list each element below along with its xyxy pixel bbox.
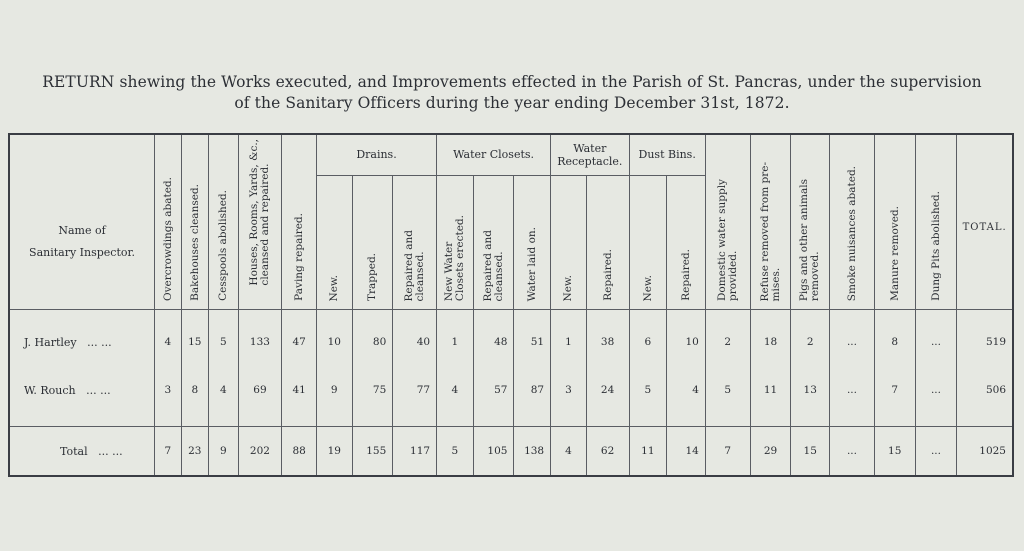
header-houses (238, 134, 282, 310)
header-dust-bins: Dust Bins. (629, 134, 705, 175)
header-dung (915, 134, 957, 310)
cell: 18 (750, 318, 791, 366)
row-name (9, 318, 155, 366)
header-db-new-text: New. (641, 274, 654, 301)
header-pigs-line-2: removed. (809, 251, 822, 301)
header-cesspools-text: Cesspools abolished. (217, 190, 230, 301)
cell: 51 (514, 318, 551, 366)
cell: 4 (667, 366, 706, 414)
header-houses-line-2: cleansed and repaired. (258, 163, 271, 286)
cell: 75 (352, 366, 393, 414)
header-pigs (791, 134, 830, 310)
cell: 506 (957, 366, 1013, 414)
header-drains: Drains. (316, 134, 436, 175)
cell: ... (915, 318, 957, 366)
cell: ... (830, 427, 875, 476)
cell: 7 (874, 366, 915, 414)
header-water-receptacle-line-1: Water (573, 141, 607, 155)
header-refuse-line-1: Refuse removed from pre- (758, 161, 771, 301)
header-total: TOTAL. (957, 134, 1013, 310)
header-name-line-1: Name of (58, 224, 106, 237)
cell: 77 (393, 366, 437, 414)
cell: 9 (316, 366, 352, 414)
header-manure-text: Manure removed. (888, 206, 901, 301)
cell: ... (830, 366, 875, 414)
cell: 19 (316, 427, 352, 476)
cell: 5 (705, 366, 750, 414)
header-wc-new-line-1: New Water (442, 241, 455, 301)
cell: 40 (393, 318, 437, 366)
header-domestic-line-1: Domestic water supply (715, 178, 728, 301)
header-water-closets: Water Closets. (437, 134, 551, 175)
cell: ... (830, 318, 875, 366)
cell: 4 (437, 366, 474, 414)
cell: 38 (586, 318, 629, 366)
cell: 69 (238, 366, 282, 414)
cell: 155 (352, 427, 393, 476)
header-water-receptacle (551, 134, 629, 175)
row-dots: ... ... (98, 444, 123, 458)
cell: 117 (393, 427, 437, 476)
cell: 2 (791, 318, 830, 366)
cell: 87 (514, 366, 551, 414)
header-water-receptacle-line-2: Receptacle. (557, 154, 623, 168)
header-db-repaired (667, 175, 706, 309)
header-drains-repaired-line-2: cleansed. (413, 250, 426, 301)
return-table (8, 133, 1014, 477)
cell: 8 (181, 366, 208, 414)
header-name (9, 134, 155, 310)
header-wc-new-line-2: Closets erected. (453, 214, 466, 301)
header-wc-repaired-line-1: Repaired and (481, 229, 494, 301)
cell: 14 (667, 427, 706, 476)
cell: 57 (473, 366, 514, 414)
header-wr-repaired-text: Repaired. (601, 249, 614, 301)
cell: 519 (957, 318, 1013, 366)
header-bakehouses (181, 134, 208, 310)
cell: 4 (551, 427, 587, 476)
header-smoke (830, 134, 875, 310)
cell: 5 (209, 318, 239, 366)
cell: 5 (629, 366, 667, 414)
header-domestic-line-2: provided. (726, 250, 739, 301)
table-row-total (9, 427, 1013, 476)
cell: 15 (791, 427, 830, 476)
row-name (9, 366, 155, 414)
header-manure (874, 134, 915, 310)
header-overcrowdings (155, 134, 181, 310)
header-wc-new (437, 175, 474, 309)
header-overcrowdings-text: Overcrowdings abated. (161, 176, 174, 301)
cell: 11 (750, 366, 791, 414)
cell: 202 (238, 427, 282, 476)
header-paving-text: Paving repaired. (293, 213, 306, 301)
header-refuse-line-2: mises. (769, 267, 782, 301)
table-row (9, 318, 1013, 366)
cell: 15 (181, 318, 208, 366)
cell: 9 (209, 427, 239, 476)
row-name-text: W. Rouch (24, 383, 76, 397)
header-drains-trapped-text: Trapped. (366, 253, 379, 301)
cell: 29 (750, 427, 791, 476)
title-line-1: RETURN shewing the Works executed, and Improvements effected in the Parish of St. Pancras, under the supervision (42, 73, 982, 91)
header-drains-repaired-line-1: Repaired and (402, 229, 415, 301)
cell: 47 (282, 318, 317, 366)
header-wc-water-text: Water laid on. (526, 226, 539, 301)
header-refuse (750, 134, 791, 310)
header-wc-repaired-line-2: cleansed. (492, 250, 505, 301)
row-name (9, 427, 155, 476)
header-wc-water (514, 175, 551, 309)
header-db-repaired-text: Repaired. (680, 249, 693, 301)
cell: 41 (282, 366, 317, 414)
header-dung-text: Dung Pits abolished. (929, 191, 942, 301)
cell: 15 (874, 427, 915, 476)
cell: 13 (791, 366, 830, 414)
cell: 105 (473, 427, 514, 476)
cell: 80 (352, 318, 393, 366)
cell: 1 (437, 318, 474, 366)
header-drains-trapped (352, 175, 393, 309)
cell: 6 (629, 318, 667, 366)
document-title (0, 72, 1024, 114)
header-wc-repaired (473, 175, 514, 309)
header-pigs-line-1: Pigs and other animals (798, 178, 811, 301)
cell: 10 (667, 318, 706, 366)
row-name-text: Total (60, 444, 88, 458)
cell: 3 (551, 366, 587, 414)
row-dots: ... ... (86, 383, 111, 397)
title-line-2: of the Sanitary Officers during the year ending December 31st, 1872. (234, 94, 790, 112)
cell: 88 (282, 427, 317, 476)
cell: ... (915, 366, 957, 414)
row-name-text: J. Hartley (24, 335, 77, 349)
cell: 5 (437, 427, 474, 476)
cell: 4 (155, 318, 181, 366)
header-paving (282, 134, 317, 310)
header-drains-new-text: New. (328, 274, 341, 301)
row-dots: ... ... (87, 335, 112, 349)
cell: 4 (209, 366, 239, 414)
header-domestic (705, 134, 750, 310)
cell: 24 (586, 366, 629, 414)
header-houses-line-1: Houses, Rooms, Yards, &c., (247, 139, 260, 286)
header-smoke-text: Smoke nuisances abated. (845, 165, 858, 301)
table-row (9, 366, 1013, 414)
header-drains-new (316, 175, 352, 309)
header-db-new (629, 175, 667, 309)
header-name-line-2: Sanitary Inspector. (29, 246, 136, 259)
cell: 7 (155, 427, 181, 476)
cell: 10 (316, 318, 352, 366)
cell: 1025 (957, 427, 1013, 476)
header-wr-repaired (586, 175, 629, 309)
header-drains-repaired (393, 175, 437, 309)
cell: 1 (551, 318, 587, 366)
cell: 138 (514, 427, 551, 476)
cell: ... (915, 427, 957, 476)
cell: 8 (874, 318, 915, 366)
cell: 11 (629, 427, 667, 476)
header-bakehouses-text: Bakehouses cleansed. (188, 184, 201, 301)
header-cesspools (209, 134, 239, 310)
cell: 62 (586, 427, 629, 476)
header-wr-new-text: New. (562, 274, 575, 301)
cell: 3 (155, 366, 181, 414)
cell: 23 (181, 427, 208, 476)
cell: 7 (705, 427, 750, 476)
cell: 48 (473, 318, 514, 366)
header-wr-new (551, 175, 587, 309)
cell: 2 (705, 318, 750, 366)
cell: 133 (238, 318, 282, 366)
